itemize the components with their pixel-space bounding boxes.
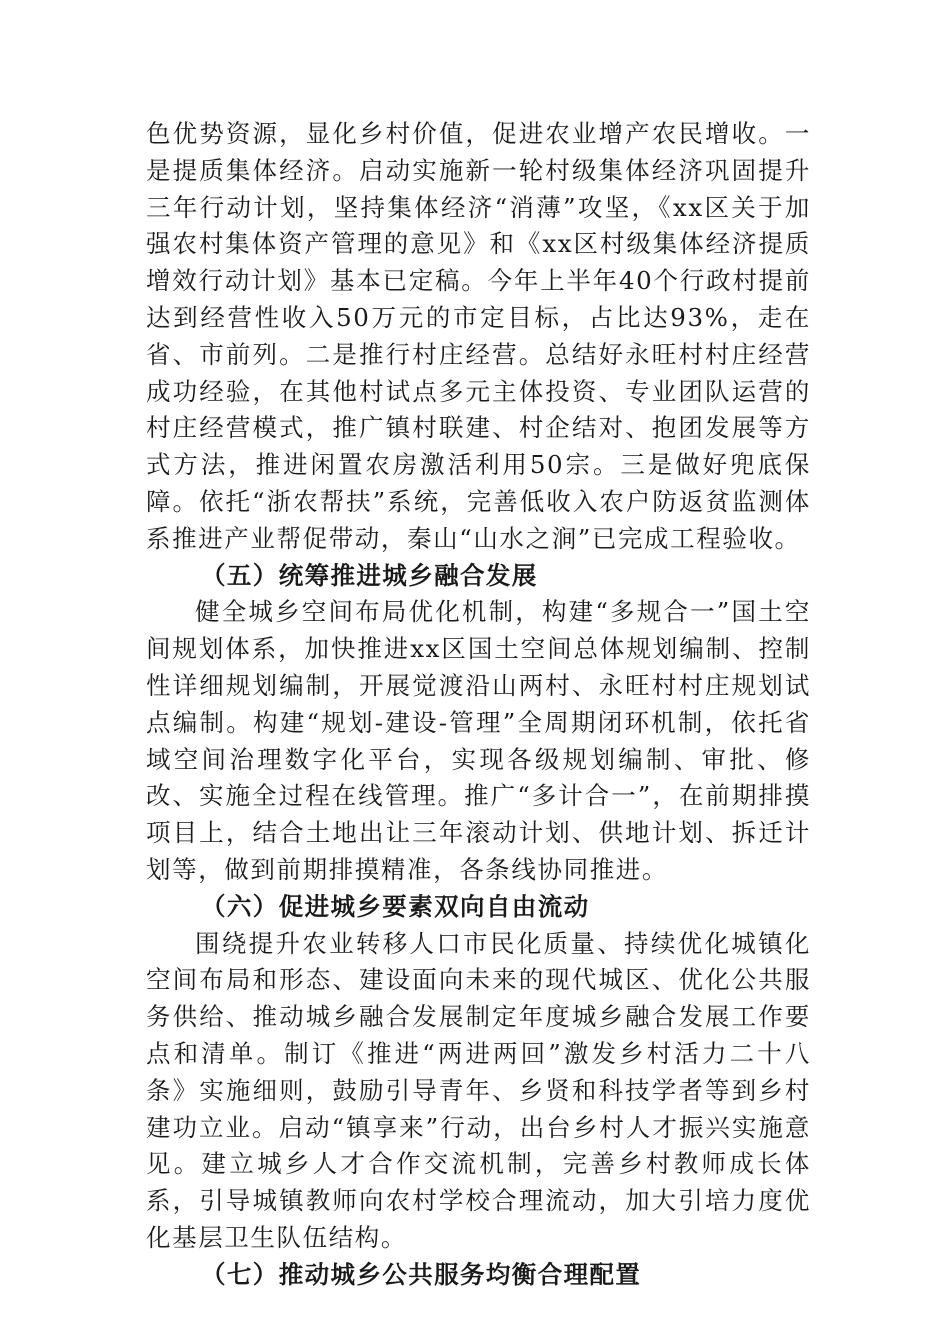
- body-paragraph-6: 围绕提升农业转移人口市民化质量、持续优化城镇化空间布局和形态、建设面向未来的现代城区、优化公共服务供给、推动城乡融合发展制定年度城乡融合发展工作要点和清单。制订《推进“两进两回”激发乡村活力二十八条》实施细则，鼓励引导青年、乡贤和科技学者等到乡村建功立业。启动“镇享来”行动，出台乡村人才振兴实施意见。建立城乡人才合作交流机制，完善乡村教师成长体系，引导城镇教师向农村学校合理流动，加大引培力度优化基层卫生队伍结构。: [146, 928, 811, 1252]
- body-paragraph-5: 健全城乡空间布局优化机制，构建“多规合一”国土空间规划体系，加快推进xx区国土空间总体规划编制、控制性详细规划编制，开展觉渡沿山两村、永旺村村庄规划试点编制。构建“规划-建设-管理”全周期闭环机制，依托省域空间治理数字化平台，实现各级规划编制、审批、修改、实施全过程在线管理。推广“多计合一”，在前期排摸项目上，结合土地出让三年滚动计划、供地计划、拆迁计划等，做到前期排摸精准，各条线协同推进。: [146, 597, 811, 884]
- section-heading-5: （五）统筹推进城乡融合发展: [201, 560, 538, 590]
- document-body: [146, 116, 811, 1294]
- section-heading-7: （七）推动城乡公共服务均衡合理配置: [201, 1259, 642, 1289]
- body-paragraph-continued: 色优势资源，显化乡村价值，促进农业增产农民增收。一是提质集体经济。启动实施新一轮村级集体经济巩固提升三年行动计划，坚持集体经济“消薄”攻坚，《xx区关于加强农村集体资产管理的意见》和《xx区村级集体经济提质增效行动计划》基本已定稿。今年上半年40个行政村提前达到经营性收入50万元的市定目标，占比达93%，走在省、市前列。二是推行村庄经营。总结好永旺村村庄经营成功经验，在其他村试点多元主体投资、专业团队运营的村庄经营模式，推广镇村联建、村企结对、抱团发展等方式方法，推进闲置农房激活利用50宗。三是做好兜底保障。依托“浙农帮扶”系统，完善低收入农户防返贫监测体系推进产业帮促带动，秦山“山水之涧”已完成工程验收。: [146, 119, 811, 553]
- section-heading-6: （六）促进城乡要素双向自由流动: [201, 891, 590, 921]
